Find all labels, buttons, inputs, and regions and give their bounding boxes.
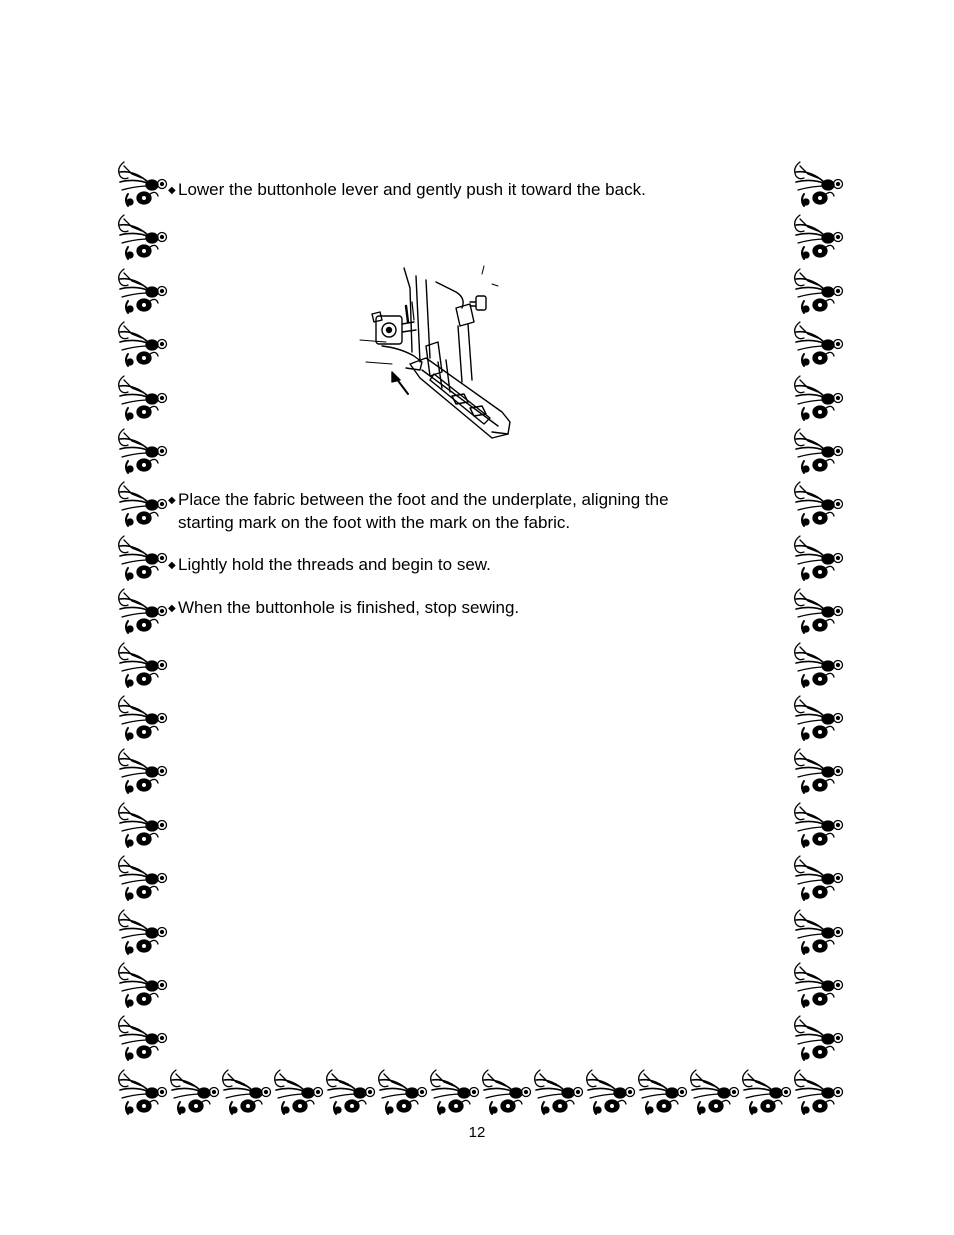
scissors-and-thread-spool-icon [790, 854, 844, 904]
scissors-and-thread-spool-icon [114, 587, 168, 637]
scissors-and-thread-spool-icon [322, 1068, 376, 1118]
scissors-and-thread-spool-icon [790, 427, 844, 477]
scissors-and-thread-spool-icon [374, 1068, 428, 1118]
scissors-and-thread-spool-icon [738, 1068, 792, 1118]
scissors-and-thread-spool-icon [686, 1068, 740, 1118]
scissors-and-thread-spool-icon [114, 801, 168, 851]
scissors-and-thread-spool-icon [582, 1068, 636, 1118]
scissors-and-thread-spool-icon [114, 160, 168, 210]
scissors-and-thread-spool-icon [478, 1068, 532, 1118]
instruction-place-fabric [168, 489, 758, 534]
scissors-and-thread-spool-icon [790, 641, 844, 691]
scissors-and-thread-spool-icon [114, 1014, 168, 1064]
instruction-begin-sew [168, 554, 758, 577]
buttonhole-foot-illustration [352, 262, 514, 444]
scissors-and-thread-spool-icon [790, 320, 844, 370]
scissors-and-thread-spool-icon [790, 213, 844, 263]
scissors-and-thread-spool-icon [790, 587, 844, 637]
instruction-text-continuation: starting mark on the foot with the mark on the fabric. [178, 513, 571, 532]
scissors-and-thread-spool-icon [790, 694, 844, 744]
scissors-and-thread-spool-icon [790, 961, 844, 1011]
scissors-and-thread-spool-icon [790, 534, 844, 584]
scissors-and-thread-spool-icon [218, 1068, 272, 1118]
scissors-and-thread-spool-icon [634, 1068, 688, 1118]
scissors-and-thread-spool-icon [166, 1068, 220, 1118]
scissors-and-thread-spool-icon [114, 213, 168, 263]
scissors-and-thread-spool-icon [790, 374, 844, 424]
scissors-and-thread-spool-icon [114, 534, 168, 584]
scissors-and-thread-spool-icon [114, 427, 168, 477]
instruction-text: Lightly hold the threads and begin to sew. [178, 555, 491, 574]
scissors-and-thread-spool-icon [114, 641, 168, 691]
scissors-and-thread-spool-icon [790, 160, 844, 210]
instruction-lower-lever [168, 179, 758, 202]
scissors-and-thread-spool-icon [270, 1068, 324, 1118]
instruction-text: Place the fabric between the foot and the underplate, aligning the [178, 490, 669, 509]
scissors-and-thread-spool-icon [530, 1068, 584, 1118]
scissors-and-thread-spool-icon [790, 747, 844, 797]
scissors-and-thread-spool-icon [790, 1068, 844, 1118]
diamond-bullet-icon: ◆ [168, 495, 176, 506]
scissors-and-thread-spool-icon [426, 1068, 480, 1118]
instruction-text: Lower the buttonhole lever and gently push it toward the back. [178, 180, 646, 199]
scissors-and-thread-spool-icon [790, 908, 844, 958]
scissors-and-thread-spool-icon [114, 908, 168, 958]
scissors-and-thread-spool-icon [114, 961, 168, 1011]
scissors-and-thread-spool-icon [114, 694, 168, 744]
scissors-and-thread-spool-icon [114, 747, 168, 797]
scissors-and-thread-spool-icon [114, 320, 168, 370]
instruction-stop-sewing [168, 597, 758, 620]
diamond-bullet-icon: ◆ [168, 560, 176, 571]
scissors-and-thread-spool-icon [114, 374, 168, 424]
scissors-and-thread-spool-icon [790, 267, 844, 317]
instruction-text: When the buttonhole is finished, stop sewing. [178, 598, 520, 617]
scissors-and-thread-spool-icon [114, 854, 168, 904]
scissors-and-thread-spool-icon [114, 480, 168, 530]
scissors-and-thread-spool-icon [790, 1014, 844, 1064]
page-number: 12 [468, 1124, 486, 1141]
scissors-and-thread-spool-icon [790, 480, 844, 530]
scissors-and-thread-spool-icon [790, 801, 844, 851]
scissors-and-thread-spool-icon [114, 267, 168, 317]
diamond-bullet-icon: ◆ [168, 185, 176, 196]
scissors-and-thread-spool-icon [114, 1068, 168, 1118]
diamond-bullet-icon: ◆ [168, 603, 176, 614]
